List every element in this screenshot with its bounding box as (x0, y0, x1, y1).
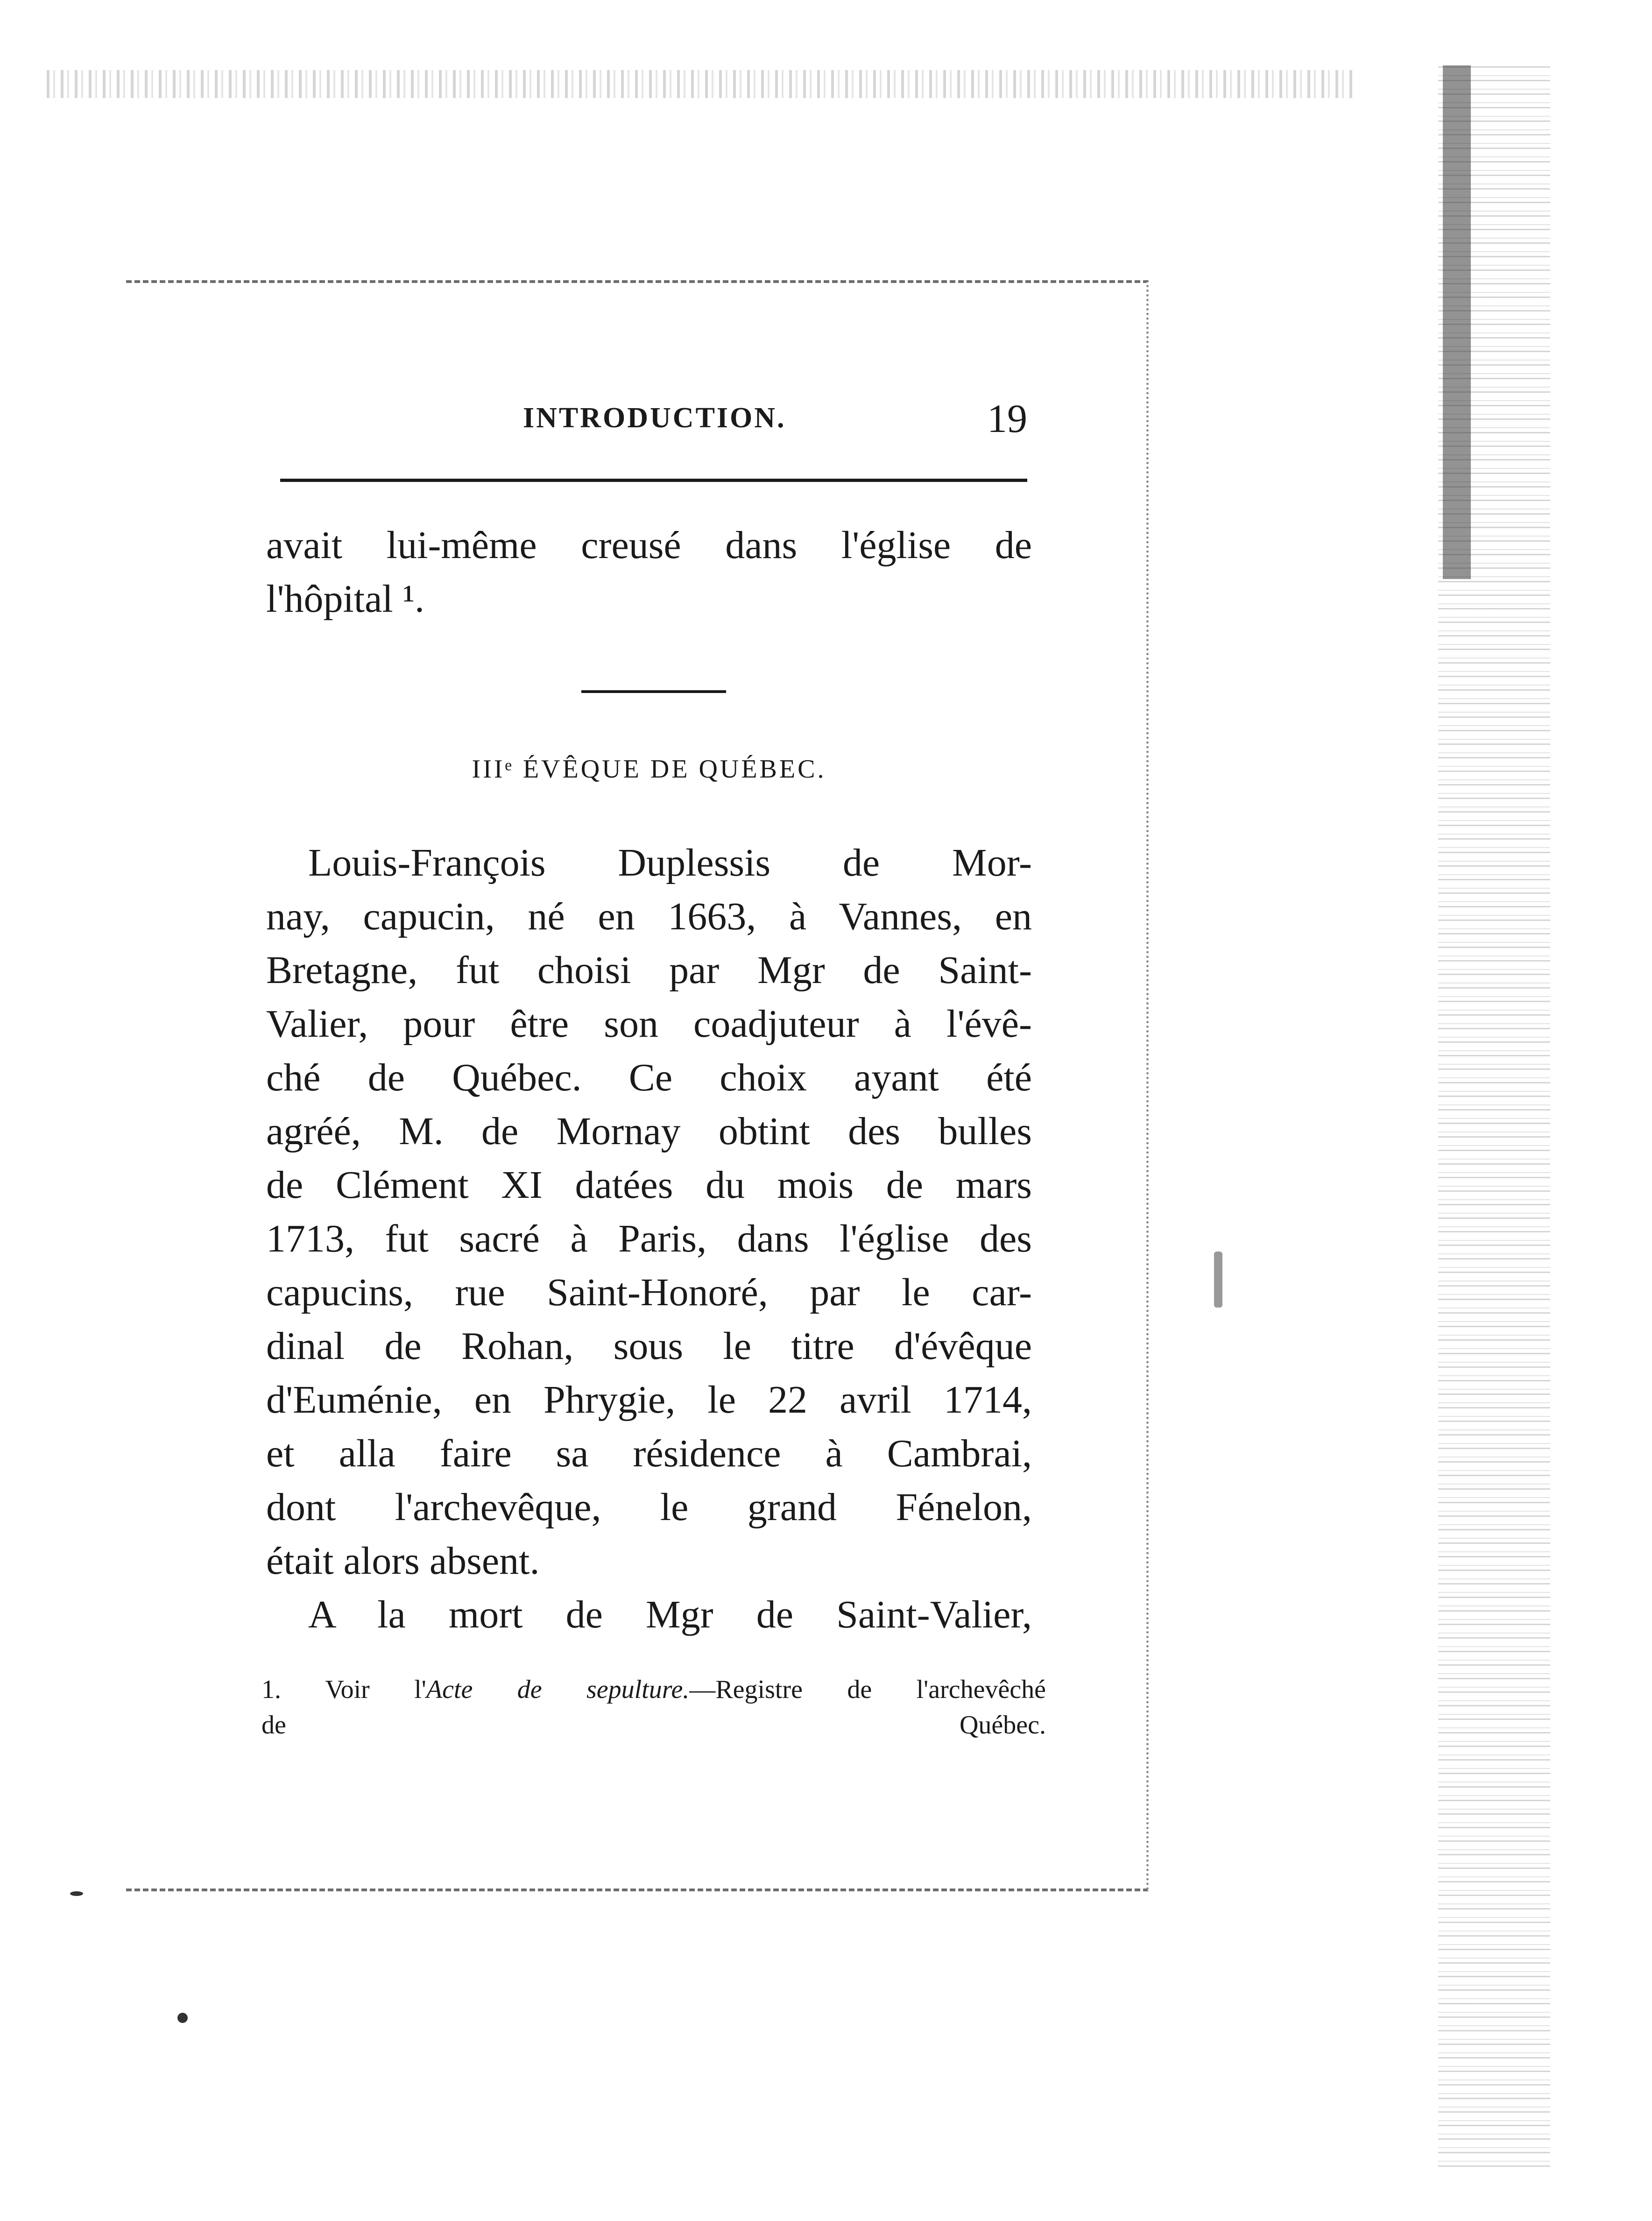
text-line: ché de Québec. Ce choix ayant été (266, 1056, 1032, 1099)
text-line: capucins, rue Saint-Honoré, par le car- (266, 1271, 1032, 1314)
text-line: et alla faire sa résidence à Cambrai, (266, 1432, 1032, 1475)
footnote-marker: 1. (261, 1675, 281, 1704)
section-divider (581, 690, 726, 693)
text-line: de Clément XI datées du mois de mars (266, 1163, 1032, 1207)
footnote-italic: Acte de sepulture. (426, 1675, 690, 1704)
footnote-prefix: Voir l' (325, 1675, 426, 1704)
text-line: Valier, pour être son coadjuteur à l'évê- (266, 1002, 1032, 1046)
text-line: l'hôpital ¹. (266, 577, 424, 621)
footnote-suffix: —Registre de l'archevêché (689, 1675, 1046, 1704)
text-line: A la mort de Mgr de Saint-Valier, (308, 1593, 1032, 1636)
text-line: agréé, M. de Mornay obtint des bulles (266, 1110, 1032, 1153)
scan-speck (177, 2013, 188, 2023)
text-line: Louis-François Duplessis de Mor- (308, 841, 1032, 884)
header-rule (280, 479, 1027, 482)
running-title: INTRODUCTION. (523, 402, 786, 434)
text-line: Bretagne, fut choisi par Mgr de Saint- (266, 948, 1032, 992)
page-number: 19 (987, 396, 1027, 441)
text-line: d'Euménie, en Phrygie, le 22 avril 1714, (266, 1378, 1032, 1422)
scan-noise-top (47, 70, 1354, 98)
section-paragraph (266, 836, 1032, 1641)
continuation-paragraph (266, 518, 1032, 626)
text-line: avait lui-même creusé dans l'église de (266, 523, 1032, 567)
running-header (280, 397, 1027, 448)
text-line: dinal de Rohan, sous le titre d'évêque (266, 1324, 1032, 1368)
text-line: nay, capucin, né en 1663, à Vannes, en (266, 895, 1032, 938)
scan-dark-edge (1443, 65, 1471, 579)
text-line: 1713, fut sacré à Paris, dans l'église des (266, 1217, 1032, 1260)
scan-speck (1214, 1252, 1222, 1308)
scan-speck (70, 1891, 83, 1896)
footnote-line: de Québec. (261, 1711, 1046, 1740)
text-line: était alors absent. (266, 1539, 540, 1583)
text-line: dont l'archevêque, le grand Fénelon, (266, 1485, 1032, 1529)
section-heading: IIIᵉ ÉVÊQUE DE QUÉBEC. (472, 755, 826, 784)
footnote-line (261, 1672, 1046, 1707)
footnote (261, 1672, 1046, 1743)
